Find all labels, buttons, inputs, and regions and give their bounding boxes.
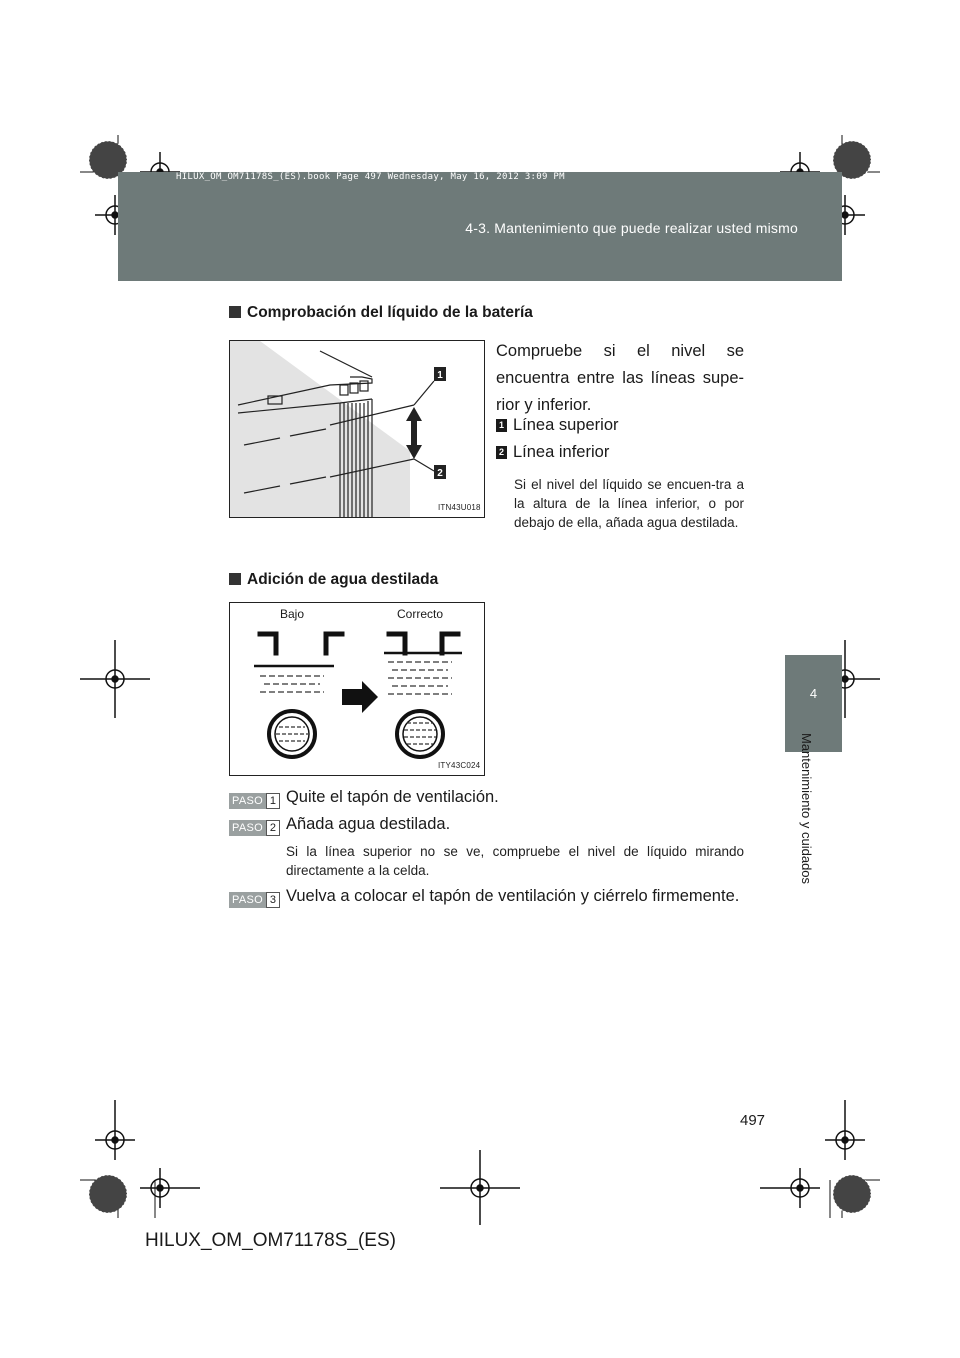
item-upper-line: 1 Línea superior [496,412,746,439]
item-lower-line: 2 Línea inferior [496,439,746,466]
section1-body: Compruebe si el nivel se encuentra entre las líneas supe-rior y inferior. [496,342,744,414]
page-number: 497 [740,1112,766,1129]
document-code: HILUX_OM_OM71178S_(ES) [145,1230,396,1251]
section1-heading: Comprobación del líquido de la batería [229,304,533,322]
figure1-code: ITN43U018 [438,503,481,512]
step-badge: PASO 2 [229,820,280,836]
step-3: PASO 3 Vuelva a colocar el tapón de ventilación y ciérrelo firmemente. [229,883,739,910]
step-1: PASO 1 Quite el tapón de ventilación. [229,784,499,811]
battery-illustration [230,341,484,517]
chapter-label: Mantenimiento y cuidados [799,733,814,885]
label-low: Bajo [280,607,305,621]
figure2-code: ITY43C024 [438,761,481,770]
step-2: PASO 2 Añada agua destilada. [229,811,450,838]
badge-1: 1 [496,419,507,432]
section1-note: Si el nivel del líquido se encuen-tra a la altura de la línea inferior, o por debajo de ella, añada agua destilada. [514,477,744,530]
section-title: 4-3. Mantenimiento que puede realizar usted mismo [465,220,798,236]
step-2-note: Si la línea superior no se ve, compruebe el nivel de líquido mirando directamente a la celda. [286,844,744,878]
step-badge: PASO 3 [229,892,280,908]
callout-1: 1 [437,370,443,381]
label-correct: Correcto [397,607,444,621]
step-badge: PASO 1 [229,793,280,809]
water-level-figure [229,602,485,776]
water-level-illustration [230,603,484,775]
callout-2: 2 [437,468,443,479]
battery-level-figure [229,340,485,518]
proof-line: HILUX_OM_OM71178S_(ES).book Page 497 Wednesday, May 16, 2012 3:09 PM [176,172,565,182]
badge-2: 2 [496,446,507,459]
square-bullet-icon [229,306,241,318]
chapter-number: 4 [809,686,818,701]
square-bullet-icon [229,573,241,585]
section2-heading: Adición de agua destilada [229,571,438,589]
